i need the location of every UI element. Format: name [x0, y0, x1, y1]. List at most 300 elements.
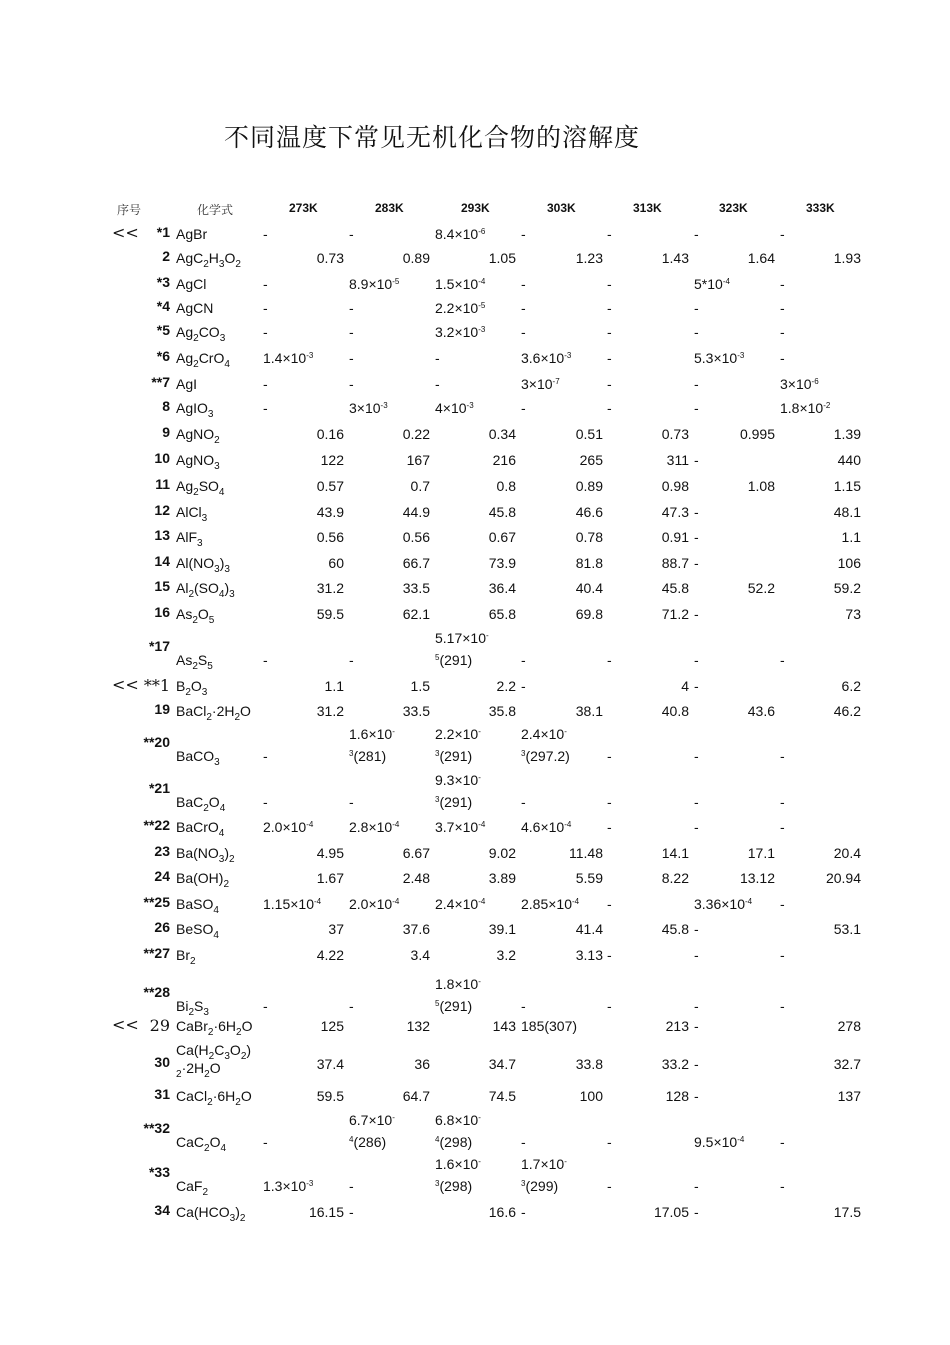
solubility-value: - [780, 819, 785, 835]
solubility-value: 37 [328, 921, 344, 937]
row-number: 15 [154, 578, 170, 594]
solubility-value: 0.91 [661, 529, 689, 545]
row-number: 12 [154, 502, 170, 518]
solubility-value: 0.78 [575, 529, 603, 545]
formula-part: Br [176, 947, 190, 963]
solubility-value: 1.64 [747, 250, 775, 266]
solubility-value: 33.5 [402, 703, 430, 719]
solubility-value: 66.7 [402, 555, 430, 571]
solubility-value: 32.7 [833, 1056, 861, 1072]
formula-part: BaC [176, 794, 204, 810]
solubility-value: - [263, 748, 268, 764]
solubility-value: - [521, 652, 526, 668]
solubility-value: - [349, 1204, 354, 1220]
formula-part: AgIO [176, 400, 208, 416]
row-number: 34 [154, 1202, 170, 1218]
chemical-formula [176, 896, 219, 916]
formula-part: CaF [176, 1178, 203, 1194]
formula-part: H [208, 250, 219, 266]
solubility-value: 11.48 [569, 845, 603, 861]
formula-part: B [176, 678, 186, 694]
formula-subscript: 4 [218, 487, 225, 498]
formula-part: BaSO [176, 896, 214, 912]
chemical-formula [176, 1060, 221, 1080]
page-title: 不同温度下常见无机化合物的溶解度 [224, 123, 641, 152]
solubility-value: 3.2 [496, 947, 516, 963]
solubility-value: 1.15 [833, 478, 861, 494]
formula-part: Ag [176, 324, 194, 340]
solubility-value: 0.67 [488, 529, 516, 545]
formula-part: AgNO [176, 452, 215, 468]
column-header: 273K [289, 201, 318, 215]
solubility-value: 6.2 [841, 678, 861, 694]
formula-part: BaCl [176, 703, 207, 719]
solubility-value: 9.3×10- $^3$(291) [435, 772, 481, 810]
chemical-formula [176, 819, 225, 839]
solubility-value: - [607, 998, 612, 1014]
chemical-formula [176, 478, 225, 498]
row-number: **1 [143, 676, 170, 695]
formula-part: CaC [176, 1134, 205, 1150]
formula-part: AgI [176, 376, 198, 392]
formula-subscript: 4 [224, 359, 230, 370]
formula-subscript: 2 [193, 333, 199, 344]
solubility-value: - [521, 1134, 526, 1150]
chemical-formula [176, 947, 196, 967]
solubility-value: - [521, 276, 526, 292]
solubility-value: 0.57 [316, 478, 344, 494]
solubility-value: $2.4\times 10^{-4}$ [435, 896, 486, 912]
chemical-formula [176, 1204, 246, 1224]
solubility-value: - [694, 1178, 699, 1194]
solubility-value: 47.3 [661, 504, 689, 520]
formula-subscript: 2 [203, 803, 209, 814]
solubility-value: $4.6\times 10^{-4}$ [521, 819, 572, 835]
solubility-value: - [780, 652, 785, 668]
solubility-value: - [780, 276, 785, 292]
chemical-formula [176, 350, 230, 370]
formula-subscript: 2 [190, 956, 196, 967]
solubility-value: $3.6\times 10^{-3}$ [521, 350, 572, 366]
solubility-value: 16.6 [488, 1204, 516, 1220]
solubility-value: - [780, 947, 785, 963]
solubility-value: 0.73 [661, 426, 689, 442]
formula-subscript: 3 [214, 564, 220, 575]
formula-part: SO [198, 478, 219, 494]
row-number: 26 [154, 919, 170, 935]
column-header: 293K [461, 201, 490, 215]
solubility-value: 213 [665, 1018, 689, 1034]
solubility-value: - [694, 947, 699, 963]
chemical-formula [176, 703, 251, 723]
solubility-value: 17.5 [833, 1204, 861, 1220]
solubility-value: - [435, 376, 440, 392]
chemical-formula [176, 1018, 253, 1038]
formula-subscript: 2 [192, 615, 198, 626]
solubility-value: $1.3\times 10^{-3}$ [263, 1178, 314, 1194]
solubility-value: 45.8 [661, 921, 689, 937]
solubility-value: 6.7×10- $^4$(286) [349, 1112, 395, 1150]
solubility-value: 1.6×10- $^3$(281) [349, 726, 395, 764]
formula-part: ·2H [181, 1060, 205, 1076]
formula-subscript: 2 [208, 1051, 215, 1062]
solubility-value: 0.995 [739, 426, 775, 442]
row-number: **27 [143, 945, 170, 961]
solubility-value: 1.43 [661, 250, 689, 266]
solubility-value: - [521, 400, 526, 416]
formula-part: AgBr [176, 226, 208, 242]
row-number: **25 [143, 894, 170, 910]
formula-subscript: 3 [214, 757, 220, 768]
solubility-value: 60 [328, 555, 344, 571]
chemical-formula [176, 426, 220, 446]
solubility-value: 0.7 [410, 478, 430, 494]
chemical-formula [176, 652, 213, 672]
solubility-value: 185(307) [521, 1018, 578, 1034]
chemical-formula [176, 870, 230, 890]
formula-subscript: 2 [236, 1027, 242, 1038]
formula-part: ) [219, 555, 225, 571]
row-number: **22 [143, 817, 170, 833]
row-number: *33 [148, 1164, 170, 1180]
row-number: *3 [156, 274, 170, 290]
chemical-formula [176, 678, 208, 698]
solubility-value: - [521, 1204, 526, 1220]
solubility-value: 59.5 [316, 1088, 344, 1104]
formula-part: S [194, 998, 204, 1014]
chemical-formula [176, 400, 214, 420]
solubility-value: 4.95 [316, 845, 344, 861]
solubility-value: - [521, 300, 526, 316]
chemical-formula [176, 794, 226, 814]
formula-part: O [209, 1060, 221, 1076]
solubility-value: 0.89 [575, 478, 603, 494]
formula-part: AgCl [176, 276, 207, 292]
chemical-formula [176, 529, 203, 549]
solubility-value: 1.1 [324, 678, 344, 694]
formula-subscript: 2 [229, 854, 235, 865]
solubility-value: $3\times 10^{-3}$ [349, 400, 388, 416]
formula-subscript: 2 [235, 259, 241, 270]
solubility-value: - [694, 324, 699, 340]
solubility-value: - [607, 1134, 612, 1150]
column-header: 化学式 [197, 203, 234, 217]
formula-part: O [240, 703, 251, 719]
row-number: **20 [143, 734, 170, 750]
solubility-value: 88.7 [661, 555, 689, 571]
formula-part: CrO [198, 350, 225, 366]
solubility-value: 2.4×10- $^3$(297.2) [521, 726, 570, 764]
solubility-value: 1.6×10- $^3$(298) [435, 1156, 481, 1194]
formula-subscript: 2 [207, 1097, 213, 1108]
solubility-value: 44.9 [402, 504, 430, 520]
solubility-value: $2.0\times 10^{-4}$ [349, 896, 400, 912]
chemical-formula [176, 606, 215, 626]
solubility-value: 1.39 [833, 426, 861, 442]
solubility-value: - [694, 652, 699, 668]
solubility-value: 53.1 [833, 921, 861, 937]
solubility-value: 17.05 [653, 1204, 689, 1220]
solubility-value: - [694, 606, 699, 622]
formula-part: O [190, 678, 202, 694]
solubility-value: - [263, 300, 268, 316]
solubility-value: 64.7 [402, 1088, 430, 1104]
formula-part: (SO [194, 580, 219, 596]
solubility-value: 62.1 [402, 606, 430, 622]
solubility-value: 1.08 [747, 478, 775, 494]
solubility-value: 0.98 [661, 478, 689, 494]
solubility-value: - [263, 652, 268, 668]
formula-part: ) [246, 1042, 252, 1058]
solubility-value: - [607, 350, 612, 366]
chemical-formula [176, 998, 209, 1018]
formula-subscript: 3 [219, 333, 226, 344]
solubility-value: - [607, 947, 612, 963]
row-number: 31 [154, 1086, 170, 1102]
formula-subscript: 2 [193, 359, 199, 370]
solubility-value: - [263, 324, 268, 340]
formula-part: O [224, 250, 236, 266]
formula-subscript: 3 [224, 1051, 230, 1062]
solubility-value: $3.36\times 10^{-4}$ [694, 896, 753, 912]
solubility-value: - [607, 324, 612, 340]
chemical-formula [176, 1134, 227, 1154]
solubility-value: - [780, 300, 785, 316]
solubility-value: 14.1 [661, 845, 689, 861]
solubility-value: 59.5 [316, 606, 344, 622]
solubility-value: - [780, 324, 785, 340]
solubility-value: - [521, 678, 526, 694]
solubility-value: 122 [320, 452, 344, 468]
chemical-formula [176, 845, 235, 865]
row-number: 13 [154, 527, 170, 543]
formula-subscript: 4 [213, 905, 219, 916]
solubility-value: - [607, 376, 612, 392]
solubility-value: 20.94 [825, 870, 861, 886]
formula-part: ) [224, 845, 230, 861]
column-header: 303K [547, 201, 576, 215]
formula-subscript: 2 [239, 1213, 246, 1224]
solubility-value: 45.8 [661, 580, 689, 596]
solubility-value: 74.5 [488, 1088, 516, 1104]
chemical-formula [176, 276, 206, 292]
formula-part: BaCO [176, 748, 215, 764]
solubility-value: 1.05 [488, 250, 516, 266]
chemical-formula [176, 504, 208, 524]
formula-subscript: 2 [204, 1143, 210, 1154]
row-number: 8 [162, 398, 170, 414]
solubility-value: $2.85\times 10^{-4}$ [521, 896, 580, 912]
solubility-value: 278 [837, 1018, 861, 1034]
solubility-value: 1.93 [833, 250, 861, 266]
formula-part: O [241, 1018, 253, 1034]
solubility-value: - [349, 998, 354, 1014]
formula-part: AgCN [176, 300, 214, 316]
formula-subscript: 2 [223, 879, 230, 890]
solubility-value: $8.4\times 10^{-6}$ [435, 226, 486, 242]
solubility-value: 3.4 [410, 947, 430, 963]
solubility-value: 38.1 [575, 703, 603, 719]
solubility-value: 167 [406, 452, 430, 468]
solubility-value: - [694, 555, 699, 571]
solubility-value: - [607, 1178, 612, 1194]
solubility-value: 0.16 [316, 426, 344, 442]
solubility-value: $1.15\times 10^{-4}$ [263, 896, 322, 912]
solubility-value: - [607, 276, 612, 292]
solubility-value: $3\times 10^{-6}$ [780, 376, 819, 392]
solubility-value: 33.8 [575, 1056, 603, 1072]
solubility-value: - [521, 324, 526, 340]
formula-part: Ba(NO [176, 845, 219, 861]
formula-part: Ca(H [176, 1042, 209, 1058]
formula-part: ) [224, 580, 230, 596]
solubility-value: $3.2\times 10^{-3}$ [435, 324, 486, 340]
row-number: **28 [143, 984, 170, 1000]
solubility-value: 2.48 [402, 870, 430, 886]
formula-subscript: 2 [202, 1187, 209, 1198]
row-number: 10 [154, 450, 170, 466]
solubility-value: 216 [492, 452, 516, 468]
formula-part: O [209, 1134, 221, 1150]
solubility-value: 100 [579, 1088, 603, 1104]
solubility-value: - [607, 300, 612, 316]
solubility-value: 1.5 [410, 678, 430, 694]
solubility-value: 65.8 [488, 606, 516, 622]
solubility-value: - [694, 504, 699, 520]
formula-part: As [176, 606, 193, 622]
formula-part: As [176, 652, 193, 668]
formula-subscript: 4 [219, 803, 226, 814]
formula-part: ·6H [213, 1018, 237, 1034]
solubility-value: - [349, 350, 354, 366]
solubility-value: 36.4 [488, 580, 516, 596]
row-number: *5 [156, 322, 170, 338]
solubility-value: 81.8 [575, 555, 603, 571]
solubility-value: - [521, 794, 526, 810]
solubility-value: 265 [579, 452, 603, 468]
chemical-formula [176, 748, 220, 768]
row-number: 30 [154, 1054, 170, 1070]
row-number: **7 [151, 374, 170, 390]
solubility-value: $2.2\times 10^{-5}$ [435, 300, 486, 316]
solubility-value: - [263, 400, 268, 416]
solubility-value: 48.1 [833, 504, 861, 520]
solubility-value: $2.8\times 10^{-4}$ [349, 819, 400, 835]
chemical-formula [176, 921, 219, 941]
row-marker: << [112, 675, 139, 694]
solubility-value: 73 [845, 606, 861, 622]
solubility-value: $4\times 10^{-3}$ [435, 400, 474, 416]
formula-subscript: 2 [176, 1069, 182, 1080]
solubility-value: - [780, 226, 785, 242]
solubility-value: - [349, 324, 354, 340]
solubility-value: - [521, 226, 526, 242]
solubility-value: - [607, 794, 612, 810]
solubility-value: 5.59 [575, 870, 603, 886]
solubility-value: 0.56 [402, 529, 430, 545]
column-header: 323K [719, 201, 748, 215]
solubility-value: 1.1 [841, 529, 861, 545]
formula-subscript: 5 [207, 661, 213, 672]
solubility-value: 125 [320, 1018, 344, 1034]
formula-subscript: 2 [204, 1069, 210, 1080]
solubility-value: 0.56 [316, 529, 344, 545]
formula-subscript: 3 [218, 854, 225, 865]
solubility-value: 73.9 [488, 555, 516, 571]
solubility-value: 36 [414, 1056, 430, 1072]
solubility-value: 0.8 [496, 478, 516, 494]
solubility-value: 1.7×10- $^3$(299) [521, 1156, 567, 1194]
solubility-value: 4 [681, 678, 689, 694]
solubility-value: $5.3\times 10^{-3}$ [694, 350, 745, 366]
formula-subscript: 3 [229, 1213, 236, 1224]
formula-part: C [214, 1042, 225, 1058]
formula-part: S [197, 652, 208, 668]
solubility-value: $3.7\times 10^{-4}$ [435, 819, 486, 835]
row-number: 14 [154, 553, 170, 569]
solubility-value: - [780, 896, 785, 912]
solubility-value: - [780, 748, 785, 764]
solubility-value: - [435, 350, 440, 366]
solubility-value: - [349, 1178, 354, 1194]
solubility-value: 3.89 [488, 870, 516, 886]
solubility-value: - [694, 226, 699, 242]
formula-subscript: 4 [213, 930, 219, 941]
solubility-value: - [694, 819, 699, 835]
solubility-value: 59.2 [833, 580, 861, 596]
formula-subscript: 2 [185, 687, 191, 698]
chemical-formula [176, 580, 235, 600]
row-marker: << [112, 1015, 139, 1034]
formula-part: AlCl [176, 504, 202, 520]
solubility-value: 128 [665, 1088, 689, 1104]
solubility-value: 16.15 [308, 1204, 344, 1220]
formula-subscript: 3 [203, 1007, 209, 1018]
solubility-value: 8.22 [661, 870, 689, 886]
formula-part: AgNO [176, 426, 215, 442]
row-marker: << [112, 223, 139, 242]
solubility-value: 0.34 [488, 426, 516, 442]
formula-part: CaBr [176, 1018, 208, 1034]
solubility-value: 5.17×10- $^5$(291) [435, 630, 489, 668]
formula-subscript: 5 [208, 615, 215, 626]
formula-subscript: 2 [235, 1097, 241, 1108]
formula-subscript: 2 [188, 1007, 195, 1018]
solubility-value: $1.5\times 10^{-4}$ [435, 276, 486, 292]
solubility-value: - [263, 376, 268, 392]
solubility-value: 440 [837, 452, 861, 468]
solubility-value: 37.6 [402, 921, 430, 937]
formula-subscript: 3 [201, 687, 208, 698]
formula-part: O [197, 606, 209, 622]
chemical-formula [176, 226, 207, 242]
solubility-value: 132 [406, 1018, 430, 1034]
chemical-formula [176, 555, 230, 575]
solubility-value: - [694, 1056, 699, 1072]
formula-part: ·6H [212, 1088, 236, 1104]
solubility-value: - [263, 226, 268, 242]
formula-part: ) [235, 1204, 240, 1220]
solubility-value: 137 [837, 1088, 861, 1104]
solubility-value: - [780, 1134, 785, 1150]
chemical-formula [176, 452, 220, 472]
formula-part: O [208, 794, 220, 810]
formula-subscript: 2 [214, 435, 220, 446]
solubility-value: - [263, 998, 268, 1014]
solubility-value: - [694, 678, 699, 694]
solubility-value: - [607, 748, 612, 764]
chemical-formula [176, 300, 213, 316]
